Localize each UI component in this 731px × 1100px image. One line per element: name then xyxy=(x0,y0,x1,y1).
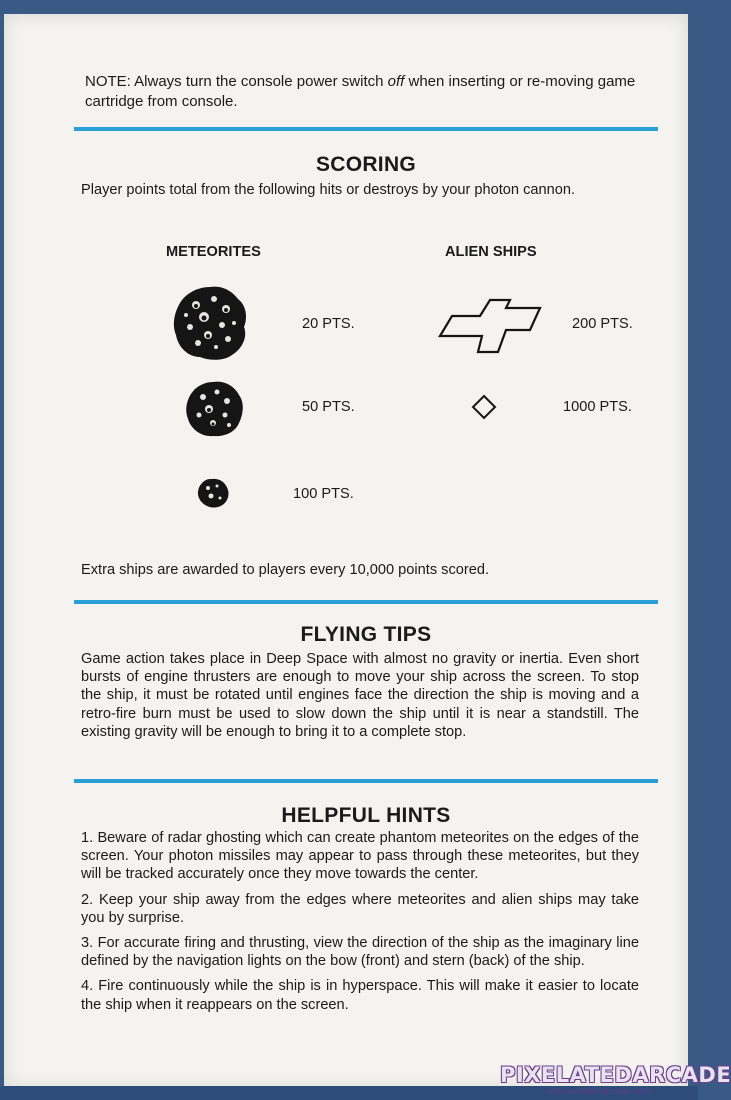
alien-ships-header: ALIEN SHIPS xyxy=(445,244,537,260)
meteorite-small-points: 100 PTS. xyxy=(293,486,354,502)
hint-item: 3. For accurate firing and thrusting, view the direction of the ship as the imaginary line defined by the navigation lights on the bow (front) and stern (back) of the ship. xyxy=(81,935,639,970)
watermark-brand: PIXELATEDARCADE xyxy=(500,1063,731,1087)
hint-item: 1. Beware of radar ghosting which can create phantom meteorites on the edges of the screen. Your photon missiles may appear to pass through these meteorites, but they will be tracked accurately once they move towards the center. xyxy=(81,830,639,883)
watermark xyxy=(500,1063,731,1096)
section-divider xyxy=(74,600,658,604)
console-note xyxy=(85,72,641,112)
small-alien-ship-icon xyxy=(470,393,498,421)
flying-tips-title: FLYING TIPS xyxy=(300,623,432,646)
large-meteorite-icon xyxy=(170,283,250,363)
extra-ships-note: Extra ships are awarded to players every 10,000 points scored. xyxy=(81,562,490,578)
hint-item: 4. Fire continuously while the ship is in hyperspace. This will make it easier to locate the ship when it reappears on the screen. xyxy=(81,978,639,1013)
watermark-url: www.pixelatedarcade.com xyxy=(545,1086,651,1096)
medium-meteorite-icon xyxy=(183,379,245,439)
section-divider xyxy=(74,779,658,783)
note-emphasis: off xyxy=(387,73,405,90)
scoring-intro: Player points total from the following hits or destroys by your photon cannon. xyxy=(81,182,576,198)
hint-item: 2. Keep your ship away from the edges where meteorites and alien ships may take you by surprise. xyxy=(81,891,639,926)
meteorites-header: METEORITES xyxy=(166,244,261,260)
note-suffix: when inserting or re-moving game cartridge from console. xyxy=(85,73,636,110)
meteorite-medium-points: 50 PTS. xyxy=(302,399,355,415)
small-meteorite-icon xyxy=(196,477,230,509)
alien-small-points: 1000 PTS. xyxy=(563,399,632,415)
large-alien-ship-icon xyxy=(436,296,546,358)
note-prefix: NOTE: Always turn the console power switch xyxy=(85,73,388,90)
section-divider xyxy=(74,127,658,131)
scoring-title: SCORING xyxy=(315,153,417,176)
alien-large-points: 200 PTS. xyxy=(572,316,633,332)
helpful-hints-list xyxy=(81,829,639,1021)
flying-tips-body: Game action takes place in Deep Space with almost no gravity or inertia. Even short bursts of engine thrusters are enough to move your ship across the screen. To stop the ship, it must be rotated until engines face the direction the ship is moving and a retro-fire burn must be used to slow down the ship until it is near a standstill. The existing gravity will be enough to bring it to a complete stop. xyxy=(81,651,639,740)
helpful-hints-title: HELPFUL HINTS xyxy=(281,804,451,827)
meteorite-large-points: 20 PTS. xyxy=(302,316,355,332)
